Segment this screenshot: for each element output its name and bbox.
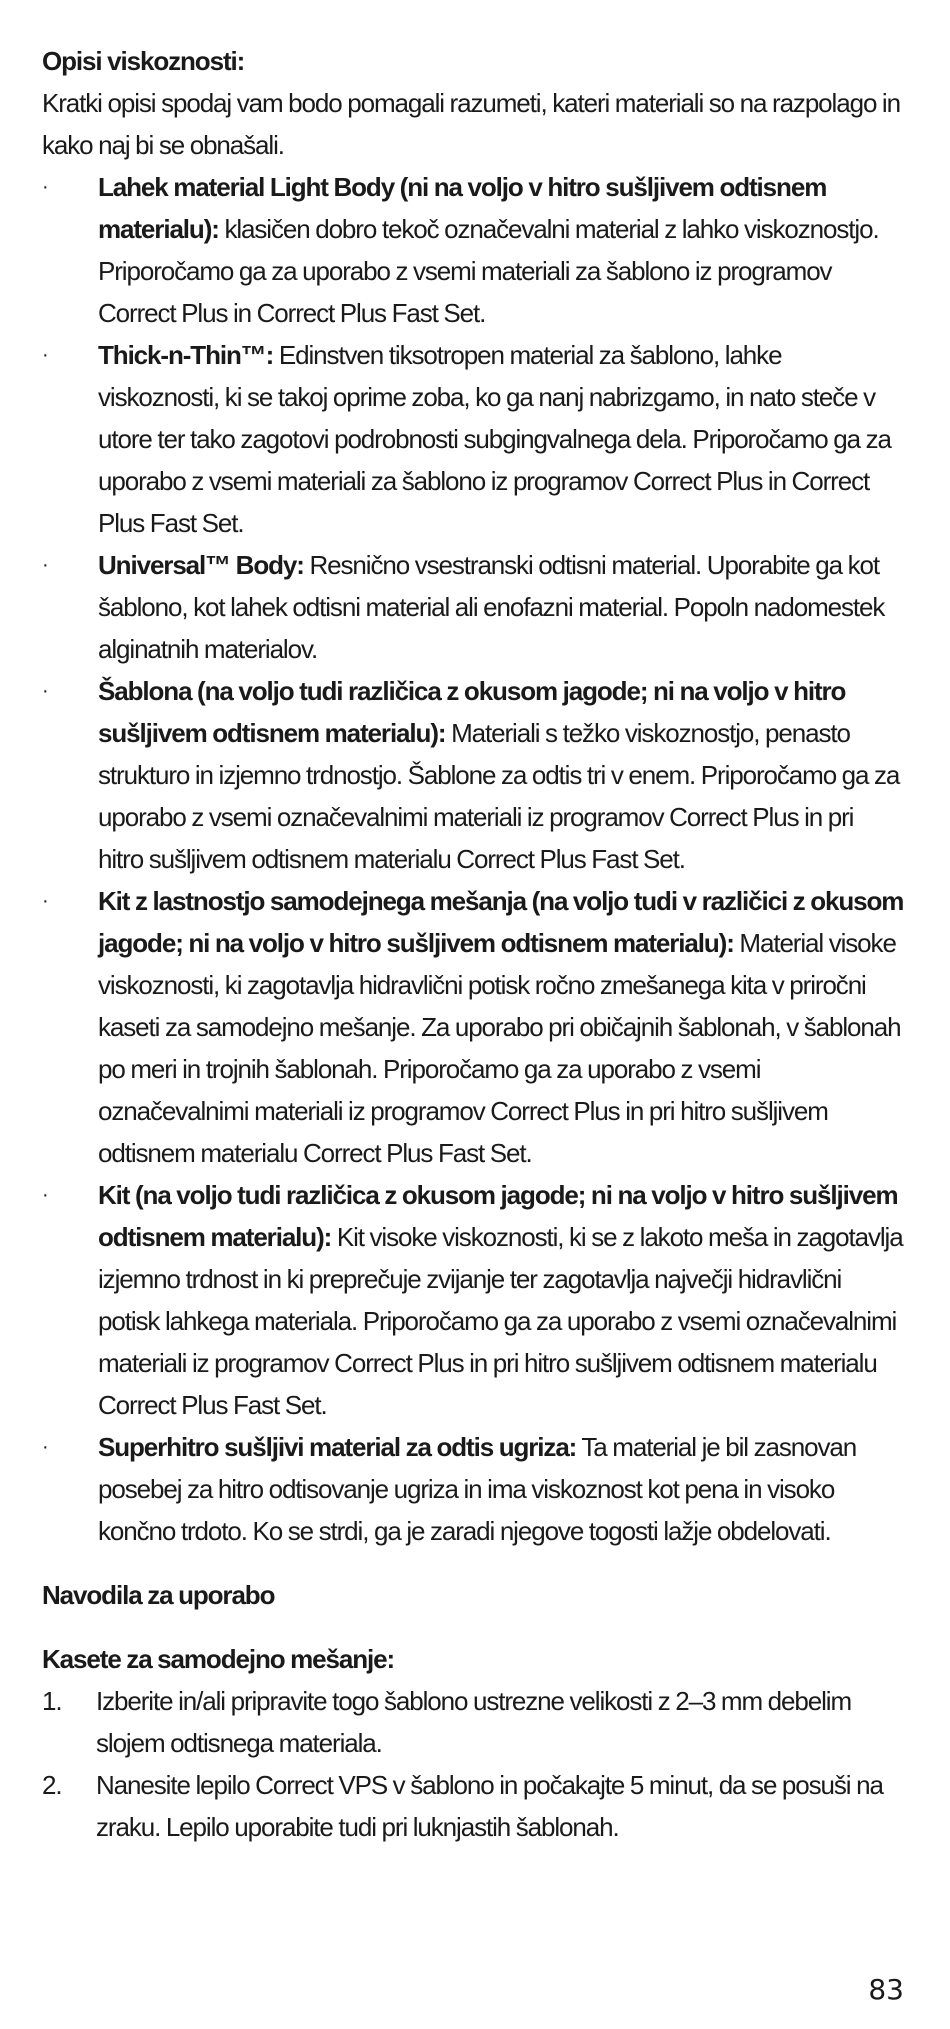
viscosity-list bbox=[42, 166, 904, 1552]
bullet-marker: · bbox=[42, 554, 48, 576]
item-text: Kit visoke viskoznosti, ki se z lakoto meša in zagotavlja izjemno trdnost in ki preprečuje zvijanje ter zagotavlja največji hidravlični potisk lahkega materiala. Priporočamo ga za uporabo z vsemi označevalnimi materiali iz programov Correct Plus in pri hitro sušljivem odtisnem materialu Correct Plus Fast Set. bbox=[98, 1222, 903, 1420]
item-text: Material visoke viskoznosti, ki zagotavlja hidravlični potisk ročno zmešanega kita v priročni kaseti za samodejno mešanje. Za uporabo pri običajnih šablonah, v šablonah po meri in trojnih šablonah. Priporočamo ga za uporabo z vsemi označevalnimi materiali iz programov Correct Plus in pri hitro sušljivem odtisnem materialu Correct Plus Fast Set. bbox=[98, 928, 901, 1168]
item-title: Thick-n-Thin™: bbox=[98, 340, 274, 370]
step-number: 1. bbox=[42, 1686, 62, 1716]
step-text: Nanesite lepilo Correct VPS v šablono in počakajte 5 minut, da se posuši na zraku. Lepilo uporabite tudi pri luknjastih šablonah. bbox=[96, 1770, 883, 1842]
steps-list bbox=[42, 1680, 904, 1848]
item-title: Šablona (na voljo tudi različica z okusom jagode; ni na voljo v hitro sušljivem odtisnem materialu): bbox=[98, 676, 846, 748]
list-item bbox=[42, 880, 904, 1174]
item-text: Edinstven tiksotropen material za šablono, lahke viskoznosti, ki se takoj oprime zoba, ko ga nanj nabrizgamo, in nato steče v utore ter tako zagotovi podrobnosti subgingvalnega dela. Priporočamo ga za uporabo z vsemi materiali za šablono iz programov Correct Plus in Correct Plus Fast Set. bbox=[98, 340, 891, 538]
list-item bbox=[42, 544, 904, 670]
page-number: 83 bbox=[868, 1973, 904, 2006]
item-text: klasičen dobro tekoč označevalni material z lahko viskoznostjo. Priporočamo ga za uporabo z vsemi materiali za šablono iz programov Correct Plus in Correct Plus Fast Set. bbox=[98, 214, 879, 328]
item-title: Superhitro sušljivi material za odtis ugriza: bbox=[98, 1432, 577, 1462]
list-item bbox=[42, 1174, 904, 1426]
step-number: 2. bbox=[42, 1770, 62, 1800]
item-text: Ta material je bil zasnovan posebej za hitro odtisovanje ugriza in ima viskoznost kot pena in visoko končno trdoto. Ko se strdi, ga je zaradi njegove togosti lažje obdelovati. bbox=[98, 1432, 857, 1546]
bullet-marker: · bbox=[42, 344, 48, 366]
step-item bbox=[42, 1680, 904, 1764]
step-text: Izberite in/ali pripravite togo šablono ustrezne velikosti z 2–3 mm debelim slojem odtisnega materiala. bbox=[96, 1686, 852, 1758]
list-item bbox=[42, 670, 904, 880]
intro-paragraph: Kratki opisi spodaj vam bodo pomagali razumeti, kateri materiali so na razpolago in kako naj bi se obnašali. bbox=[42, 88, 900, 160]
bullet-marker: · bbox=[42, 680, 48, 702]
instructions-title: Navodila za uporabo bbox=[42, 1580, 275, 1610]
bullet-marker: · bbox=[42, 1436, 48, 1458]
list-item bbox=[42, 334, 904, 544]
list-item bbox=[42, 1426, 904, 1552]
item-title: Lahek material Light Body (ni na voljo v hitro sušljivem odtisnem materialu): bbox=[98, 172, 827, 244]
bullet-marker: · bbox=[42, 1184, 48, 1206]
list-item bbox=[42, 166, 904, 334]
document-page bbox=[42, 40, 904, 1848]
item-text: Resnično vsestranski odtisni material. Uporabite ga kot šablono, kot lahek odtisni material ali enofazni material. Popoln nadomestek alginatnih materialov. bbox=[98, 550, 885, 664]
item-title: Kit z lastnostjo samodejnega mešanja (na voljo tudi v različici z okusom jagode; ni na voljo v hitro sušljivem odtisnem materialu): bbox=[98, 886, 904, 958]
step-item bbox=[42, 1764, 904, 1848]
item-title: Kit (na voljo tudi različica z okusom jagode; ni na voljo v hitro sušljivem odtisnem materialu): bbox=[98, 1180, 898, 1252]
bullet-marker: · bbox=[42, 890, 48, 912]
item-text: Materiali s težko viskoznostjo, penasto strukturo in izjemno trdnostjo. Šablone za odtis tri v enem. Priporočamo ga za uporabo z vsemi označevalnimi materiali iz programov Correct Plus in pri hitro sušljivem odtisnem materialu Correct Plus Fast Set. bbox=[98, 718, 900, 874]
item-title: Universal™ Body: bbox=[98, 550, 304, 580]
bullet-marker: · bbox=[42, 176, 48, 198]
viscosity-heading: Opisi viskoznosti: bbox=[42, 46, 245, 76]
cartridges-subtitle: Kasete za samodejno mešanje: bbox=[42, 1644, 395, 1674]
